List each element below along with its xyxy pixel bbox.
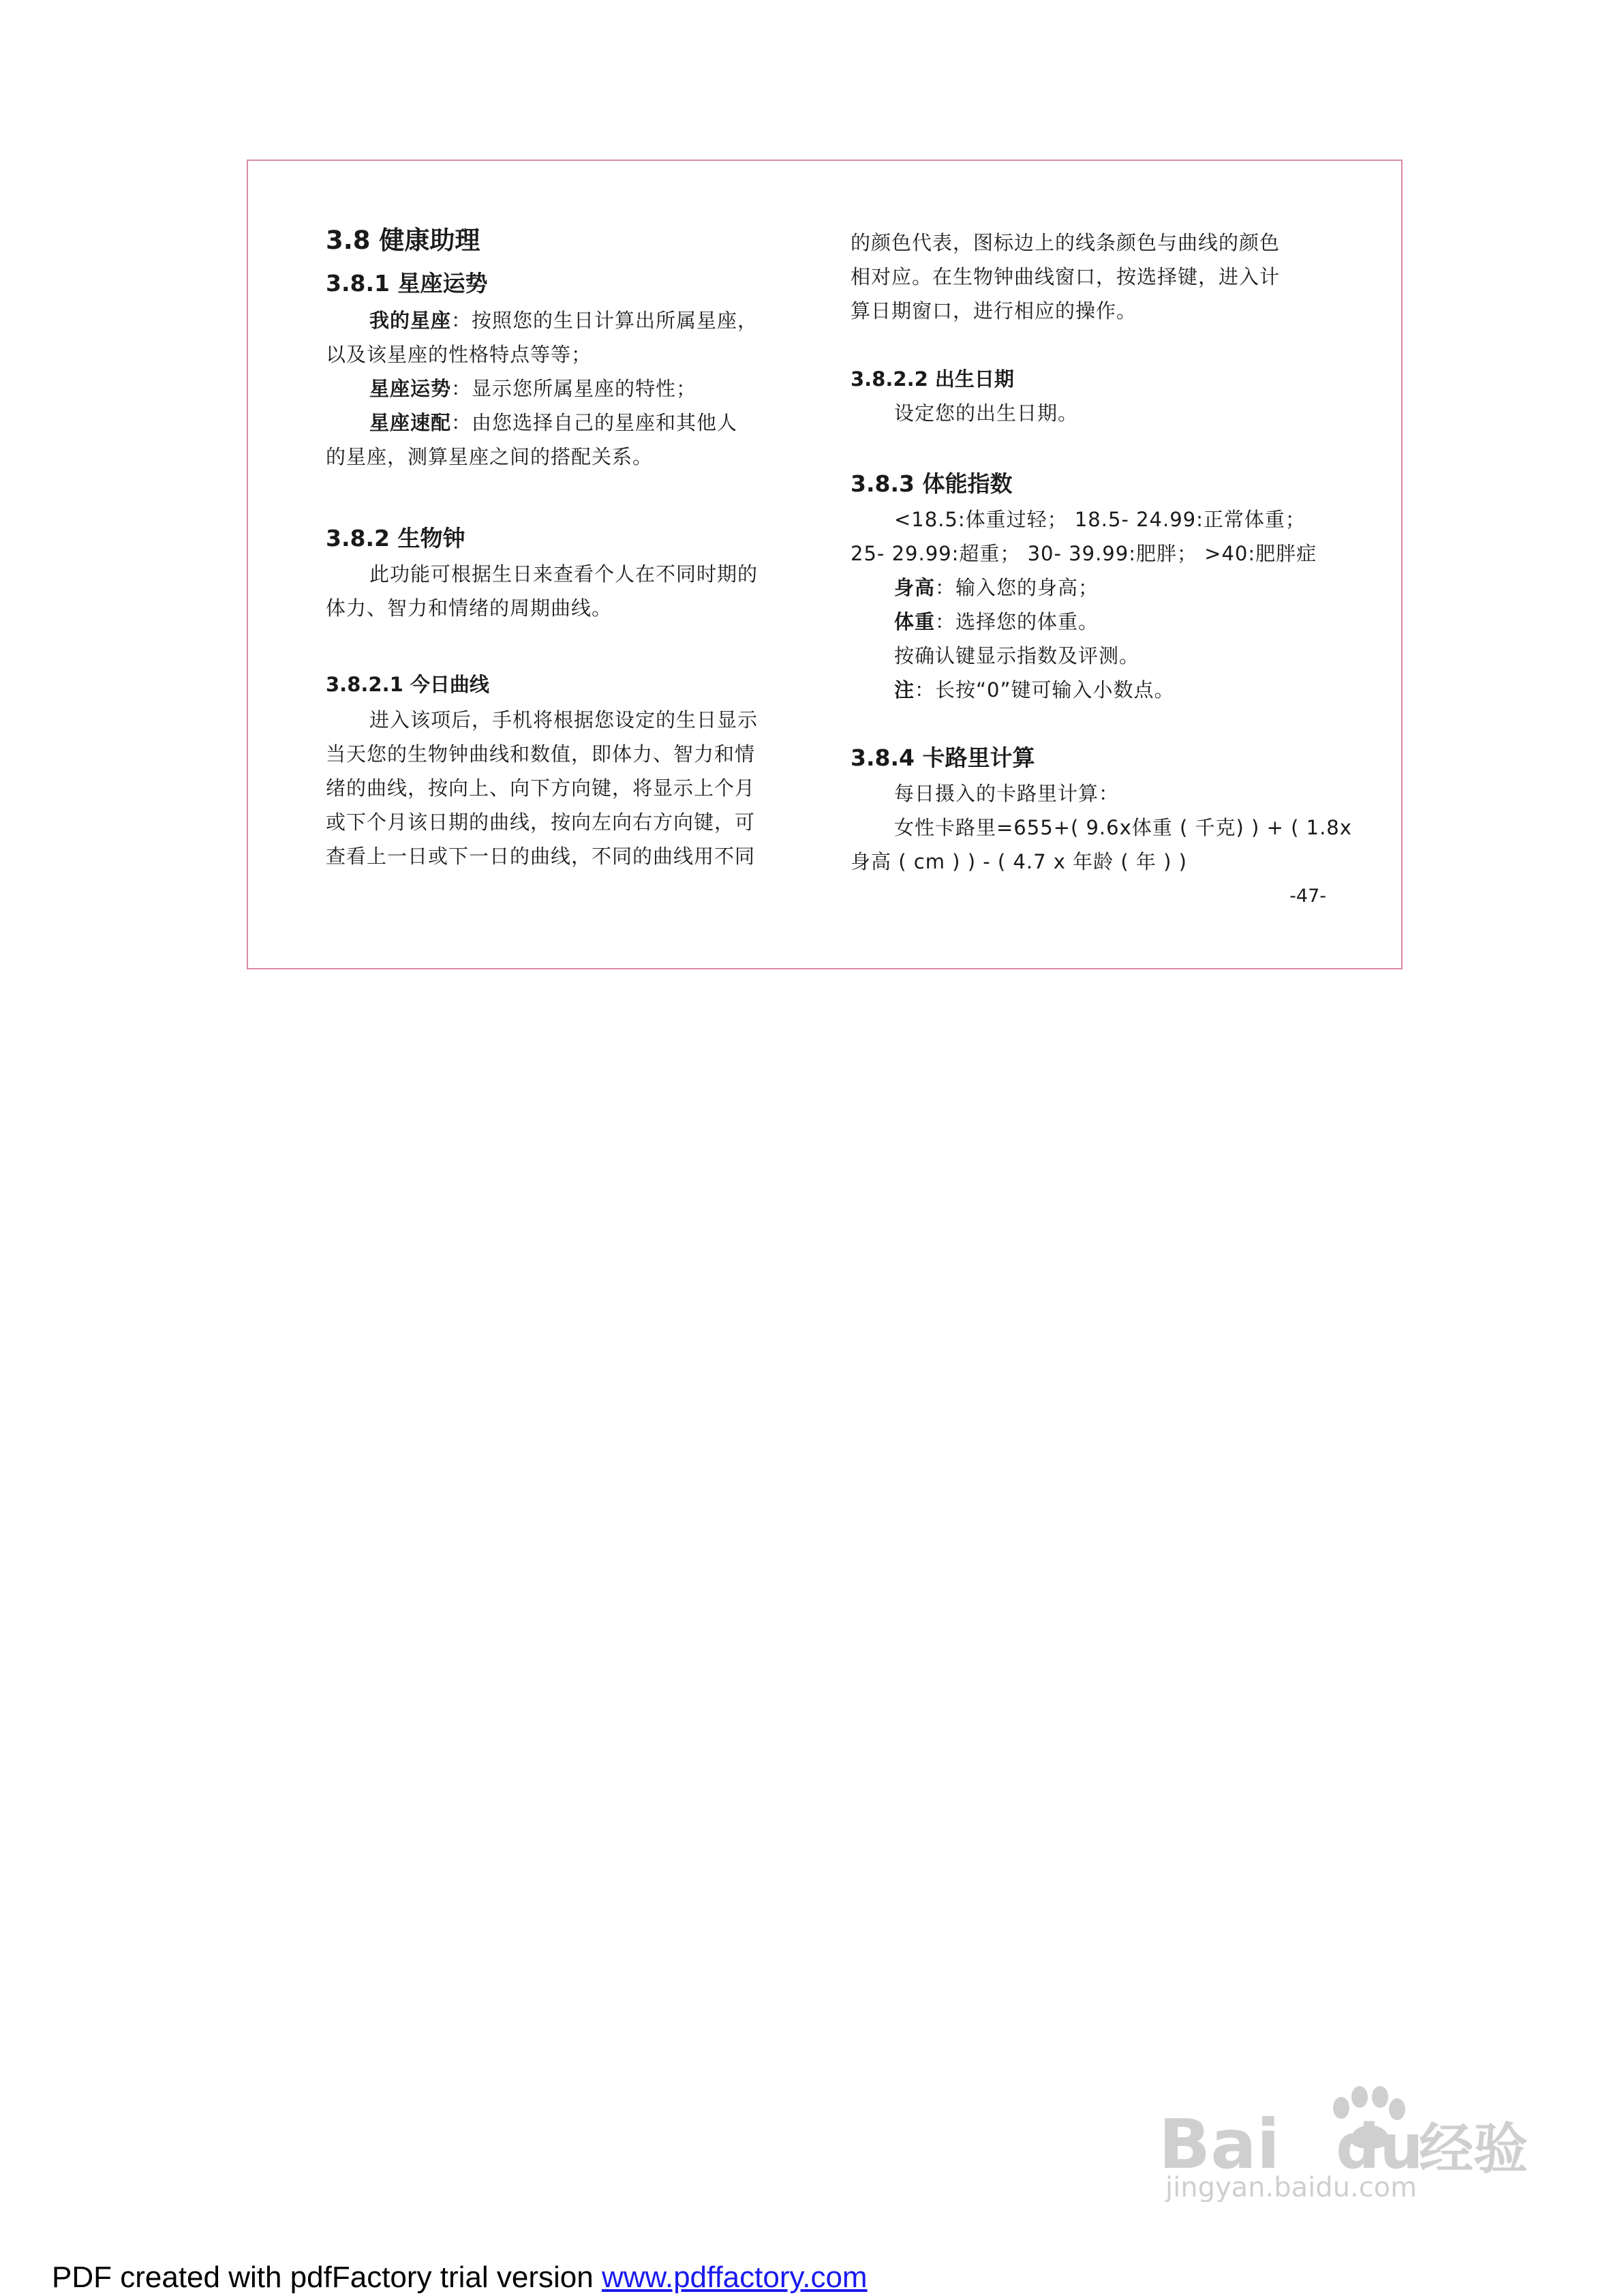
text-line: 算日期窗口，进行相应的操作。 xyxy=(851,299,1137,322)
brand-latin: Bai xyxy=(1159,2104,1280,2184)
heading-3-8-2: 3.8.2 生物钟 xyxy=(326,525,465,552)
text-line: 此功能可根据生日来查看个人在不同时期的 xyxy=(369,562,759,586)
text-line: 体重：选择您的体重。 xyxy=(894,610,1099,633)
text-line: 绪的曲线，按向上、向下方向键，将显示上个月 xyxy=(326,776,756,800)
text-line: 每日摄入的卡路里计算： xyxy=(894,782,1120,805)
page-frame xyxy=(247,160,1403,969)
term-weight: 体重 xyxy=(894,610,936,633)
text-line: 我的星座：按照您的生日计算出所属星座， xyxy=(369,309,759,332)
text-line: 星座速配：由您选择自己的星座和其他人 xyxy=(369,411,738,434)
heading-3-8-4: 3.8.4 卡路里计算 xyxy=(851,744,1035,771)
text-line: 身高 ( cm ) ) - ( 4.7 x 年龄 ( 年 ) ) xyxy=(851,850,1187,873)
heading-3-8-1: 3.8.1 星座运势 xyxy=(326,270,488,297)
watermark-url: jingyan.baidu.com xyxy=(1165,2172,1418,2202)
footer-text: PDF created with pdfFactory trial version xyxy=(52,2261,602,2294)
text-line: 查看上一日或下一日的曲线，不同的曲线用不同 xyxy=(326,845,756,868)
brand-cn: 经验 xyxy=(1419,2117,1528,2181)
text-line: 按确认键显示指数及评测。 xyxy=(894,644,1140,667)
heading-3-8-2-1: 3.8.2.1 今日曲线 xyxy=(326,673,489,696)
text-line: 身高：输入您的身高； xyxy=(894,576,1099,599)
text-line: 相对应。在生物钟曲线窗口，按选择键，进入计 xyxy=(851,265,1281,288)
text-line: 的星座，测算星座之间的搭配关系。 xyxy=(326,445,654,468)
heading-3-8-3: 3.8.3 体能指数 xyxy=(851,470,1013,497)
footer-link[interactable]: www.pdffactory.com xyxy=(601,2261,868,2294)
term-match: 星座速配 xyxy=(369,411,452,434)
text-line: 体力、智力和情绪的周期曲线。 xyxy=(326,596,613,620)
term-height: 身高 xyxy=(894,576,936,599)
brand-du: du xyxy=(1336,2111,1424,2183)
text-line: 星座运势：显示您所属星座的特性； xyxy=(369,377,697,400)
text-line: 女性卡路里=655+( 9.6x体重 ( 千克) ) + ( 1.8x xyxy=(894,816,1352,839)
term-horoscope: 星座运势 xyxy=(369,377,452,400)
text-line: 当天您的生物钟曲线和数值，即体力、智力和情 xyxy=(326,742,756,766)
text-line: <18.5:体重过轻； 18.5- 24.99:正常体重； xyxy=(894,508,1306,531)
text-line: 以及该星座的性格特点等等； xyxy=(326,343,592,366)
heading-3-8: 3.8 健康助理 xyxy=(326,226,480,255)
text-line: 注：长按“0”键可输入小数点。 xyxy=(894,678,1175,701)
term-note: 注 xyxy=(894,678,915,701)
text-line: 设定您的出生日期。 xyxy=(894,402,1079,425)
baidu-jingyan-watermark xyxy=(1159,2066,1540,2202)
text-line: 的颜色代表，图标边上的线条颜色与曲线的颜色 xyxy=(851,231,1281,254)
pdf-footer xyxy=(52,2261,868,2295)
text-line: 25- 29.99:超重； 30- 39.99:肥胖； >40:肥胖症 xyxy=(851,542,1317,565)
page-number: -47- xyxy=(1289,886,1326,907)
text-line: 进入该项后，手机将根据您设定的生日显示 xyxy=(369,708,759,731)
text-line: 或下个月该日期的曲线，按向左向右方向键，可 xyxy=(326,811,756,834)
term-my-sign: 我的星座 xyxy=(369,309,452,332)
heading-3-8-2-2: 3.8.2.2 出生日期 xyxy=(851,367,1014,391)
